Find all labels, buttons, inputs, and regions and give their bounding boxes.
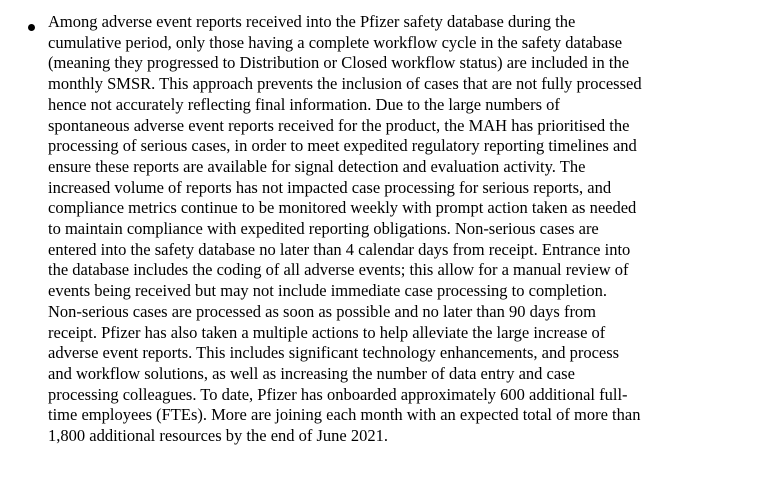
paragraph-line: processing colleagues. To date, Pfizer has onboarded approximately 600 additional full- — [48, 384, 628, 404]
paragraph-line: cumulative period, only those having a complete workflow cycle in the safety database — [48, 32, 623, 52]
paragraph-line: time employees (FTEs). More are joining each month with an expected total of more than — [48, 405, 641, 425]
paragraph-line: hence not accurately reflecting final information. Due to the large numbers of — [48, 94, 560, 114]
bullet-point — [28, 24, 35, 31]
paragraph-line: monthly SMSR. This approach prevents the inclusion of cases that are not fully processed — [48, 74, 642, 94]
paragraph-line: events being received but may not include immediate case processing to completion. — [48, 281, 607, 301]
paragraph-line: Among adverse event reports received into the Pfizer safety database during the — [48, 12, 576, 31]
paragraph-line: Non-serious cases are processed as soon as possible and no later than 90 days from — [48, 301, 597, 321]
paragraph-line: entered into the safety database no later than 4 calendar days from receipt. Entrance into — [48, 239, 631, 259]
paragraph-line: the database includes the coding of all adverse events; this allow for a manual review of — [48, 260, 629, 280]
paragraph-line: and workflow solutions, as well as increasing the number of data entry and case — [48, 363, 575, 383]
paragraph-line: spontaneous adverse event reports received for the product, the MAH has prioritised the — [48, 115, 630, 135]
paragraph-line: (meaning they progressed to Distribution or Closed workflow status) are included in the — [48, 53, 630, 73]
bullet-paragraph — [48, 12, 756, 447]
paragraph-line: increased volume of reports has not impacted case processing for serious reports, and — [48, 177, 612, 197]
paragraph-line: 1,800 additional resources by the end of June 2021. — [48, 426, 389, 446]
paragraph-line: compliance metrics continue to be monitored weekly with prompt action taken as needed — [48, 198, 637, 218]
paragraph-line: ensure these reports are available for signal detection and evaluation activity. The — [48, 156, 586, 176]
paragraph-line: processing of serious cases, in order to meet expedited regulatory reporting timelines and — [48, 136, 637, 156]
paragraph-line: to maintain compliance with expedited reporting obligations. Non-serious cases are — [48, 219, 599, 239]
paragraph-line: adverse event reports. This includes significant technology enhancements, and process — [48, 343, 620, 363]
paragraph-line: receipt. Pfizer has also taken a multiple actions to help alleviate the large increase of — [48, 322, 606, 342]
